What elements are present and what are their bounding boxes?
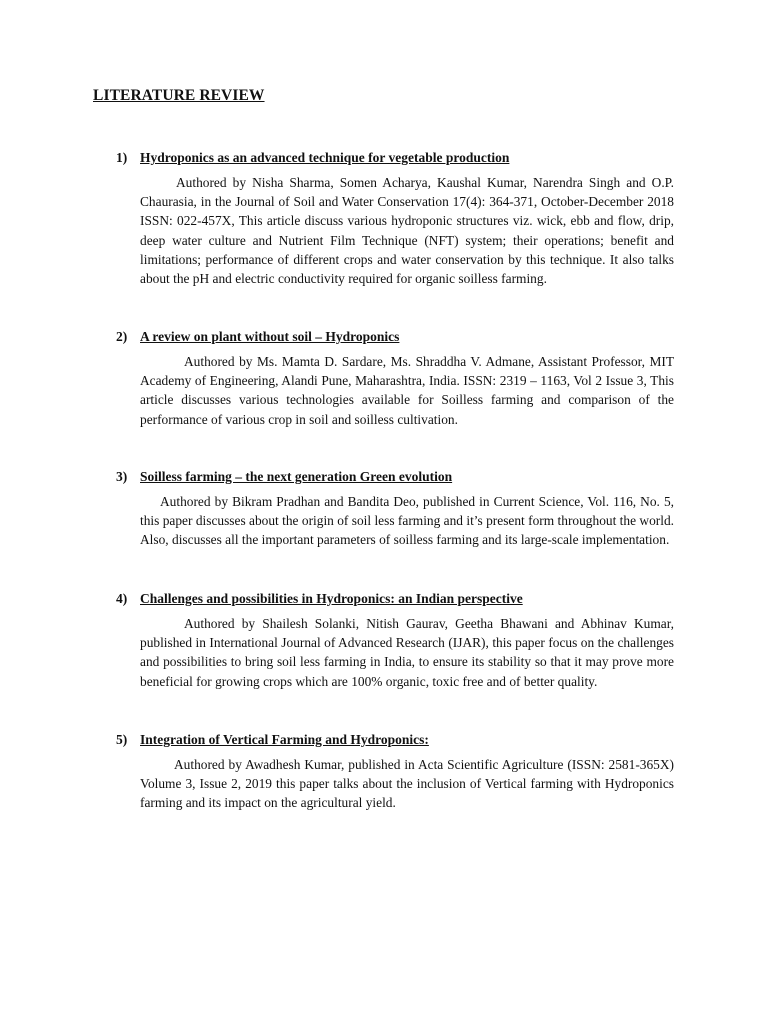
review-entry-4 (0, 591, 768, 689)
entry-body: Authored by Shailesh Solanki, Nitish Gaurav, Geetha Bhawani and Abhinav Kumar, published in International Journal of Advanced Research (IJAR), this paper focus on the challenges and possibilities to bring soil less farming in India, to ensure its stability so that it may prove more beneficial for growing crops which are 100% organic, toxic free and of better quality. (140, 616, 674, 689)
entry-heading (0, 591, 768, 610)
entry-body: Authored by Bikram Pradhan and Bandita Deo, published in Current Science, Vol. 116, No. 5, this paper discusses about the origin of soil less farming and it’s present form throughout the world. Also, discusses all the important parameters of soilless farming and its large-scale implementation. (140, 494, 674, 548)
entry-title: A review on plant without soil – Hydroponics (140, 329, 400, 344)
review-entry-5 (0, 732, 768, 811)
entry-body: Authored by Awadhesh Kumar, published in Acta Scientific Agriculture (ISSN: 2581-365X) Volume 3, Issue 2, 2019 this paper talks about the inclusion of Vertical farming with Hydroponics farming and its impact on the agricultural yield. (140, 757, 674, 811)
entry-title: Soilless farming – the next generation Green evolution (140, 469, 453, 484)
entry-title: Hydroponics as an advanced technique for vegetable production (140, 150, 510, 165)
entry-heading (0, 150, 768, 169)
page-title: LITERATURE REVIEW (93, 87, 265, 104)
review-entry-1 (0, 150, 768, 287)
entry-number: 2) (116, 329, 128, 344)
entry-heading (0, 732, 768, 751)
entry-number: 3) (116, 469, 128, 484)
entry-heading (0, 469, 768, 488)
review-entry-3 (0, 469, 768, 548)
entry-title: Challenges and possibilities in Hydroponics: an Indian perspective (140, 591, 523, 606)
entry-body: Authored by Nisha Sharma, Somen Acharya, Kaushal Kumar, Narendra Singh and O.P. Chaurasia, in the Journal of Soil and Water Conservation 17(4): 364-371, October-December 2018 ISSN: 022-457X, This article discuss various hydroponic structures viz. wick, ebb and flow, drip, deep water culture and Nutrient Film Technique (NFT) system; their operations; benefit and limitations; performance of different crops and water conservation by this technique. It also talks about the pH and electric conductivity required for organic soilless farming. (140, 175, 674, 287)
entry-number: 5) (116, 732, 128, 747)
review-entry-2 (0, 329, 768, 427)
entry-body: Authored by Ms. Mamta D. Sardare, Ms. Shraddha V. Admane, Assistant Professor, MIT Academy of Engineering, Alandi Pune, Maharashtra, India. ISSN: 2319 – 1163, Vol 2 Issue 3, This article discusses various technologies available for Soilless farming and comparison of the performance of various crop in soil and soilless cultivation. (140, 354, 674, 427)
entry-number: 1) (116, 150, 128, 165)
entry-title: Integration of Vertical Farming and Hydroponics: (140, 732, 429, 747)
entry-number: 4) (116, 591, 128, 606)
entry-heading (0, 329, 768, 348)
